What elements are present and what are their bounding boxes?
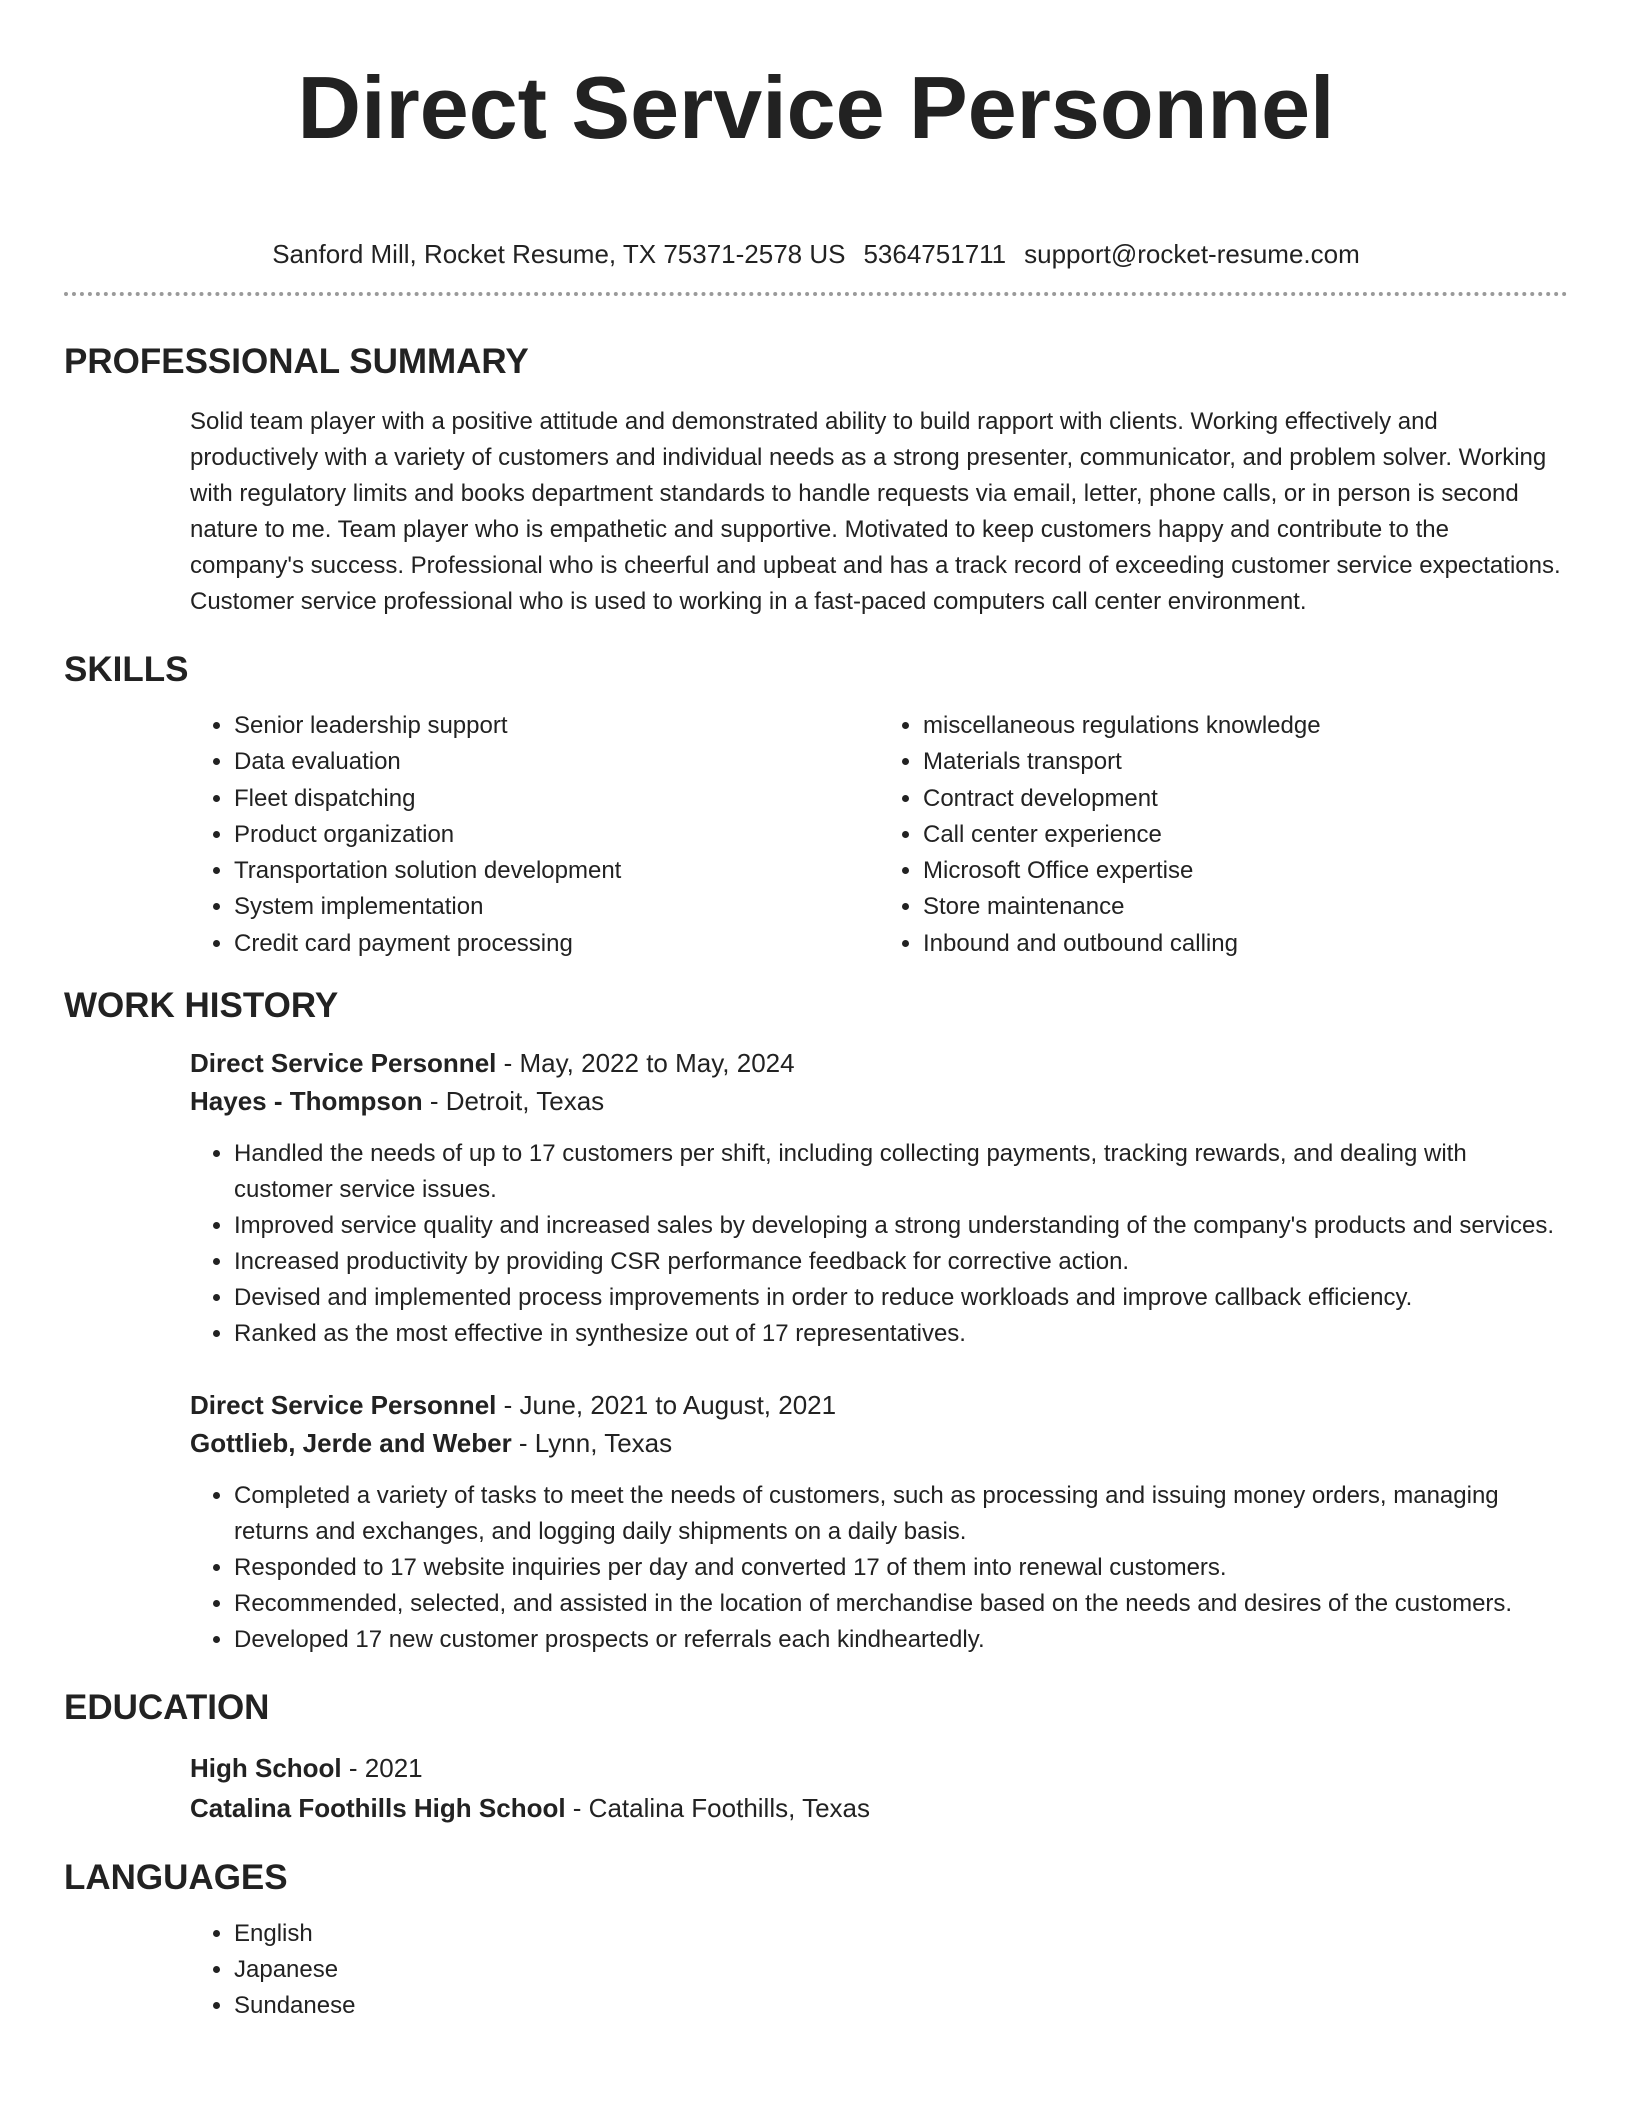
language-item: • Sundanese [234,1988,1568,2024]
education-location: - Catalina Foothills, Texas [565,1793,871,1824]
job-bullet: • Completed a variety of tasks to meet the needs of customers, such as processing and issuing money orders, managing returns and exchanges, and logging daily shipments on a daily basis. [234,1478,1568,1550]
job-bullet: • Developed 17 new customer prospects or referrals each kindheartedly. [234,1622,1568,1658]
job-dates: - June, 2021 to August, 2021 [496,1390,837,1421]
section-title-education: EDUCATION [64,1688,270,1728]
contact-phone: 5364751711 [863,239,1007,269]
education-degree: High School [190,1753,342,1784]
skill-item: • Senior leadership support [234,708,879,744]
skill-item: • Call center experience [923,817,1568,853]
languages-list [190,1916,1568,2024]
summary-text: Solid team player with a positive attitude and demonstrated ability to build rapport with clients. Working effectively and productively with a variety of customers and individual needs as a strong presenter, communicator, and problem solver. Working with regulatory limits and books department standards to handle requests via email, letter, phone calls, or in person is second nature to me. Team player who is empathetic and supportive. Motivated to keep customers happy and contribute to the company's success. Professional who is cheerful and upbeat and has a track record of exceeding customer service expectations. Customer service professional who is used to working in a fast-paced computers call center environment. [190,408,1561,615]
job-company-line [190,1424,1568,1462]
job-bullet: • Devised and implemented process improvements in order to reduce workloads and improve callback efficiency. [234,1280,1568,1316]
job-company-line [190,1082,1568,1120]
skill-item: • Inbound and outbound calling [923,926,1568,962]
skill-item: • Credit card payment processing [234,926,879,962]
header-divider [64,292,1568,296]
section-title-skills: SKILLS [64,650,189,689]
language-item: • Japanese [234,1952,1568,1988]
resume-name: Direct Service Personnel [297,58,1335,157]
job-title-line [190,1386,1568,1424]
skill-item: • Product organization [234,817,879,853]
language-item: • English [234,1916,1568,1952]
job-company: Hayes - Thompson [190,1086,423,1117]
skill-item: • miscellaneous regulations knowledge [923,708,1568,744]
skills-grid [190,708,1568,962]
education-section [190,1748,1568,1828]
job-location: - Detroit, Texas [422,1086,605,1117]
job-bullet: • Responded to 17 website inquiries per day and converted 17 of them into renewal customers. [234,1550,1568,1586]
skill-item: • Contract development [923,781,1568,817]
job-entry [190,1386,1568,1658]
skill-item: • Microsoft Office expertise [923,853,1568,889]
education-school-line [190,1788,1568,1828]
job-dates: - May, 2022 to May, 2024 [496,1048,795,1079]
languages-section [190,1916,1568,2024]
job-bullet: • Improved service quality and increased sales by developing a strong understanding of the company's products and services. [234,1208,1568,1244]
work-history-section [190,1044,1568,1658]
job-entry [190,1044,1568,1352]
job-company: Gottlieb, Jerde and Weber [190,1428,512,1459]
skill-item: • System implementation [234,889,879,925]
education-degree-line [190,1748,1568,1788]
job-role: Direct Service Personnel [190,1390,497,1421]
job-bullet: • Recommended, selected, and assisted in the location of merchandise based on the needs and desires of the customers. [234,1586,1568,1622]
job-bullets [190,1478,1568,1658]
contact-line [64,236,1568,272]
section-title-summary: PROFESSIONAL SUMMARY [64,342,529,381]
job-bullet: • Ranked as the most effective in synthesize out of 17 representatives. [234,1316,1568,1352]
skill-item: • Fleet dispatching [234,781,879,817]
skills-list-right [879,708,1568,962]
contact-email: support@rocket-resume.com [1024,239,1360,269]
summary-section [190,404,1568,620]
skill-item: • Data evaluation [234,744,879,780]
education-school: Catalina Foothills High School [190,1793,566,1824]
job-role: Direct Service Personnel [190,1048,497,1079]
skill-item: • Materials transport [923,744,1568,780]
skill-item: • Store maintenance [923,889,1568,925]
job-bullets [190,1136,1568,1352]
skills-list-left [190,708,879,962]
job-bullet: • Increased productivity by providing CSR performance feedback for corrective action. [234,1244,1568,1280]
section-title-work-history: WORK HISTORY [64,986,339,1026]
education-year: - 2021 [341,1753,423,1784]
job-title-line [190,1044,1568,1082]
contact-address: Sanford Mill, Rocket Resume, TX 75371-2578 US [272,239,846,269]
section-title-languages: LANGUAGES [64,1858,288,1898]
job-location: - Lynn, Texas [511,1428,673,1459]
skill-item: • Transportation solution development [234,853,879,889]
job-bullet: • Handled the needs of up to 17 customers per shift, including collecting payments, tracking rewards, and dealing with customer service issues. [234,1136,1568,1208]
